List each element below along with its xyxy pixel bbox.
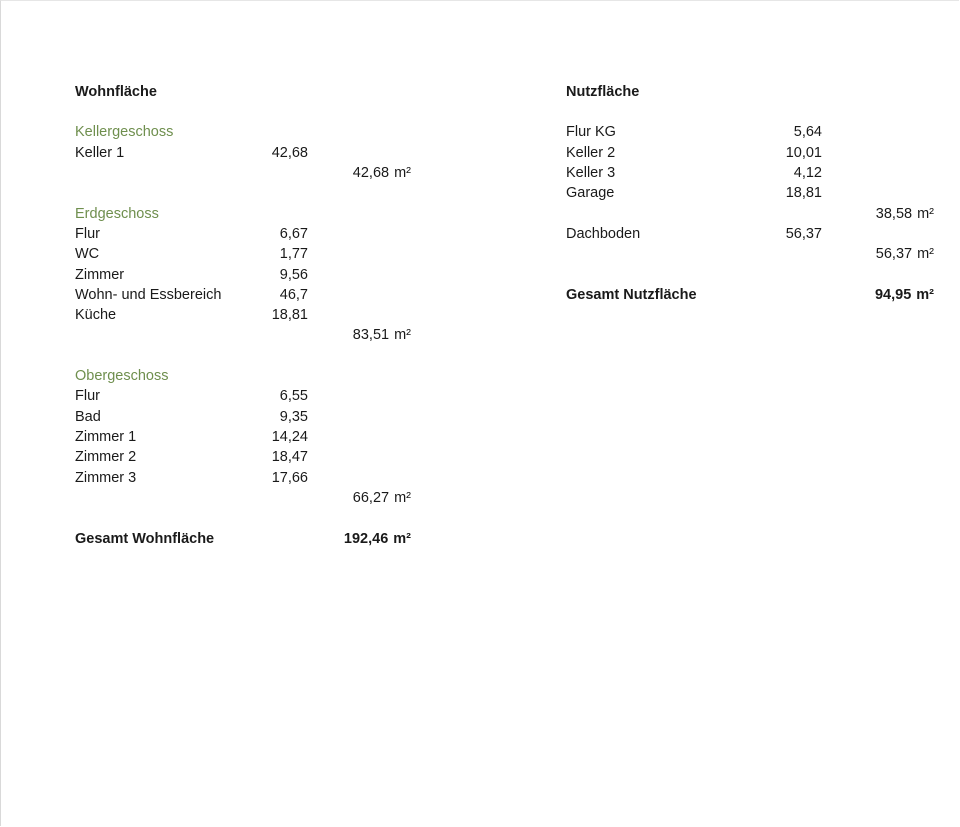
subtotal-value: 38,58 — [875, 206, 913, 222]
room-area: 56,37 — [785, 226, 822, 242]
wohnflaeche-total — [305, 529, 411, 549]
wohnflaeche-total-label: Gesamt Wohnfläche — [75, 531, 215, 547]
room-area: 18,81 — [271, 307, 308, 323]
nutzflaeche-total — [816, 285, 934, 305]
room-area: 5,64 — [793, 124, 822, 140]
subtotal-value: 66,27 — [352, 490, 390, 506]
room-name: Keller 1 — [75, 145, 125, 161]
room-area: 14,24 — [271, 429, 308, 445]
room-name: WC — [75, 246, 100, 262]
wohnflaeche-title-text: Wohnfläche — [75, 84, 157, 100]
room-area: 18,47 — [271, 449, 308, 465]
room-name: Zimmer 2 — [75, 449, 137, 465]
subtotal-value: 83,51 — [352, 327, 390, 343]
room-area: 6,67 — [279, 226, 308, 242]
room-name: Dachboden — [566, 226, 641, 242]
room-area: 9,35 — [279, 409, 308, 425]
room-area: 1,77 — [279, 246, 308, 262]
room-name: Zimmer 1 — [75, 429, 137, 445]
nutzflaeche-group2-subtotal — [816, 244, 934, 264]
room-name: Keller 3 — [566, 165, 616, 181]
room-name: Flur KG — [566, 124, 616, 140]
unit: m² — [394, 327, 411, 343]
room-area: 42,68 — [271, 145, 308, 161]
room-name: Flur — [75, 388, 100, 404]
room-name: Keller 2 — [566, 145, 616, 161]
unit: m² — [394, 165, 411, 181]
erdgeschoss-label: Erdgeschoss — [75, 206, 159, 222]
room-area: 4,12 — [793, 165, 822, 181]
room-area: 10,01 — [785, 145, 822, 161]
room-area: 6,55 — [279, 388, 308, 404]
kellergeschoss-subtotal — [305, 163, 411, 183]
room-name: Garage — [566, 185, 615, 201]
room-area: 9,56 — [279, 267, 308, 283]
unit: m² — [394, 490, 411, 506]
room-name: Zimmer 3 — [75, 470, 137, 486]
room-name: Zimmer — [75, 267, 125, 283]
unit: m² — [917, 206, 934, 222]
nutzflaeche-title-text: Nutzfläche — [566, 84, 640, 100]
nutzflaeche-group1-subtotal — [816, 204, 934, 224]
room-name: Wohn- und Essbereich — [75, 287, 222, 303]
room-name: Bad — [75, 409, 101, 425]
room-name: Flur — [75, 226, 100, 242]
nutzflaeche-total-label: Gesamt Nutzfläche — [566, 287, 697, 303]
room-area: 17,66 — [271, 470, 308, 486]
room-area: 46,7 — [279, 287, 308, 303]
kellergeschoss-label: Kellergeschoss — [75, 124, 174, 140]
unit: m² — [393, 531, 411, 547]
unit: m² — [916, 287, 934, 303]
obergeschoss-label: Obergeschoss — [75, 368, 169, 384]
unit: m² — [917, 246, 934, 262]
room-name: Küche — [75, 307, 117, 323]
subtotal-value: 56,37 — [875, 246, 913, 262]
room-area: 18,81 — [785, 185, 822, 201]
obergeschoss-subtotal — [305, 488, 411, 508]
erdgeschoss-subtotal — [305, 325, 411, 345]
subtotal-value: 42,68 — [352, 165, 390, 181]
total-value: 192,46 — [343, 531, 389, 547]
total-value: 94,95 — [874, 287, 912, 303]
